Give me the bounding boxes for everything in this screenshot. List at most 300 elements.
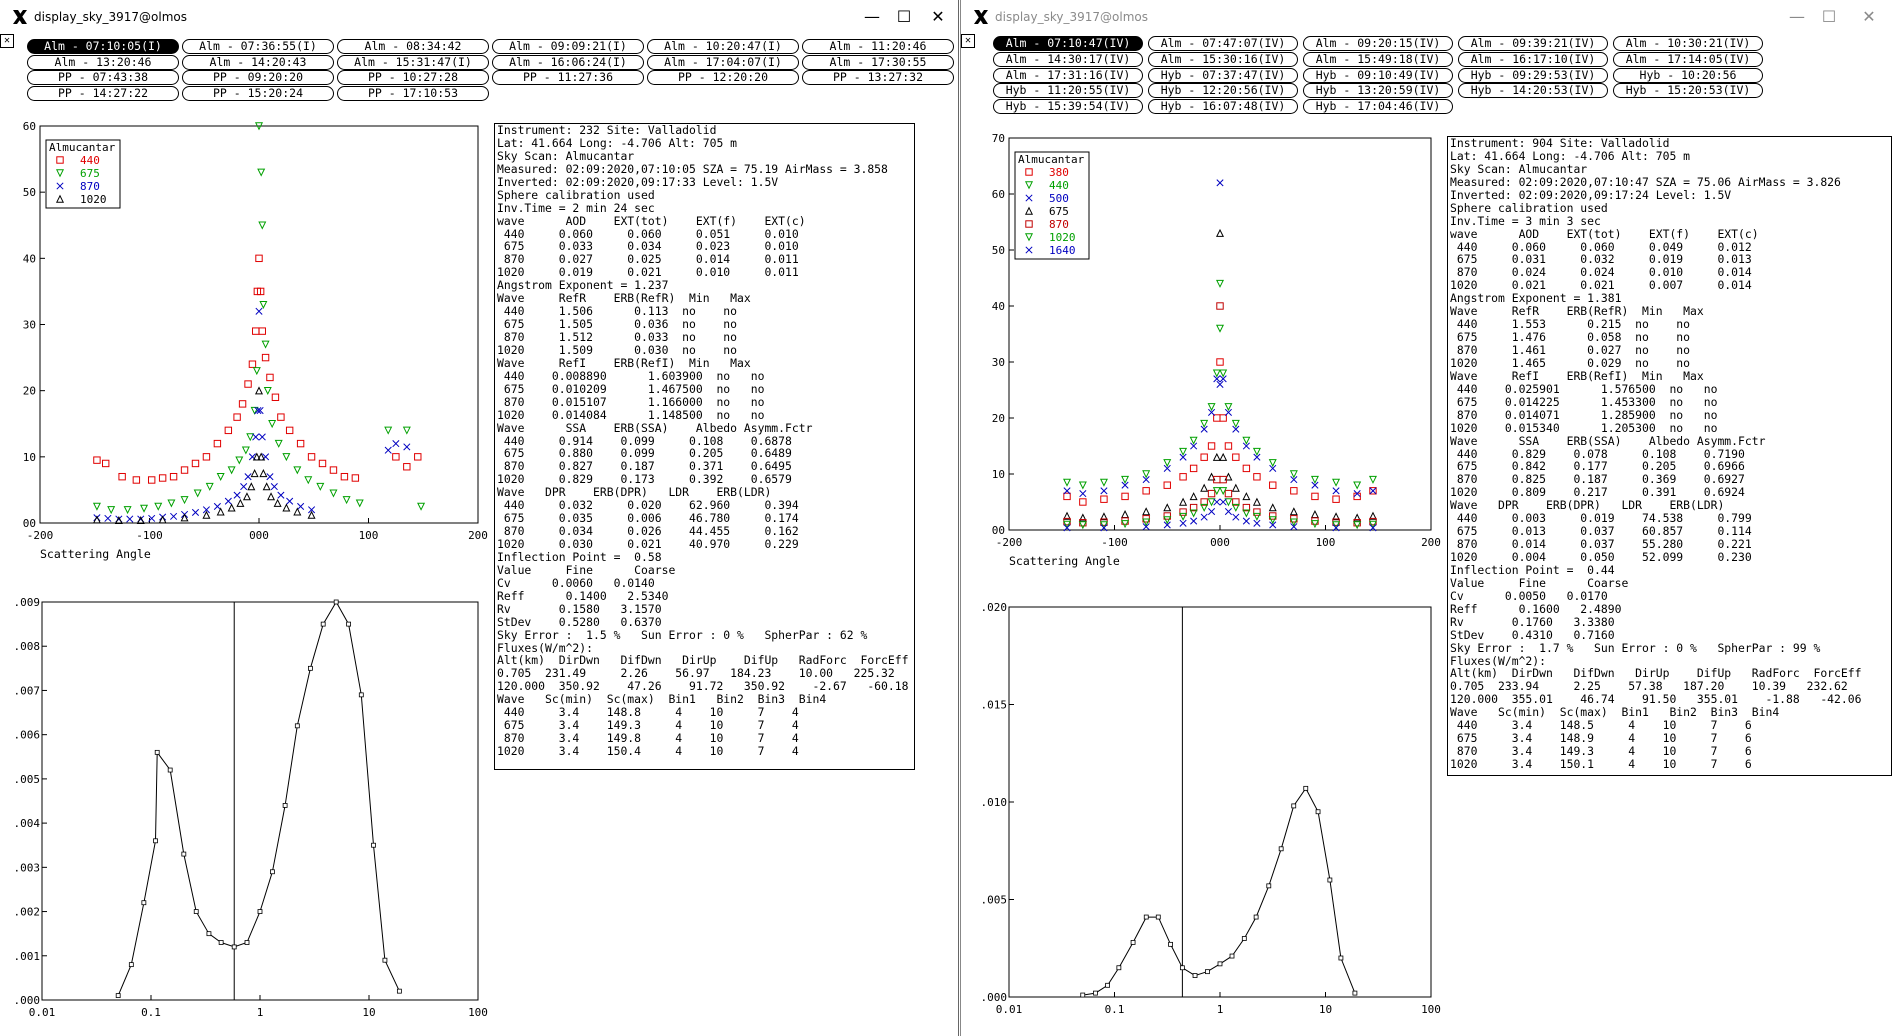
measurement-button[interactable]: Alm - 17:14:05(IV) — [1613, 52, 1763, 67]
info-line: Cv 0.0050 0.0170 — [1450, 589, 1608, 603]
data-point — [1190, 493, 1196, 499]
measurement-button[interactable]: Hyb - 07:37:47(IV) — [1148, 68, 1298, 83]
data-point — [1220, 370, 1226, 376]
data-point — [267, 473, 273, 479]
y-tick-label: 50 — [991, 244, 1005, 257]
data-point — [1208, 508, 1214, 514]
info-line: Inflection Point = 0.44 — [1450, 563, 1615, 577]
data-point — [1316, 810, 1320, 814]
y-tick-label: 30 — [22, 318, 36, 332]
data-point — [182, 852, 186, 856]
data-point — [1230, 954, 1234, 958]
info-line: 675 0.842 0.177 0.205 0.6966 — [1450, 460, 1745, 474]
data-point — [1214, 370, 1220, 376]
y-tick-label: .009 — [13, 596, 40, 609]
measurement-button[interactable]: Hyb - 09:29:53(IV) — [1458, 68, 1608, 83]
info-line: Alt(km) DirDwn DifDwn DirUp DifUp RadForc ForcEff — [497, 654, 909, 668]
data-point — [1180, 499, 1186, 505]
info-line: Alt(km) DirDwn DifDwn DirUp DifUp RadForc ForcEff — [1450, 667, 1862, 681]
info-line: 1020 0.019 0.021 0.010 0.011 — [497, 266, 799, 280]
data-point — [148, 477, 154, 483]
data-point — [155, 750, 159, 754]
data-point — [240, 483, 246, 489]
data-point — [272, 394, 278, 400]
data-point — [297, 503, 303, 509]
info-line: 870 0.014071 1.285900 no no — [1450, 408, 1718, 422]
data-point — [1370, 476, 1376, 482]
measurement-button[interactable]: PP - 10:27:28 — [337, 70, 489, 85]
size-distribution-plot — [961, 595, 1441, 1025]
y-tick-label: 10 — [22, 450, 36, 464]
data-point — [308, 512, 314, 518]
data-point — [245, 473, 251, 479]
info-line: 870 0.024 0.024 0.010 0.014 — [1450, 266, 1752, 280]
maximize-button[interactable]: ☐ — [896, 7, 912, 26]
data-point — [181, 467, 187, 473]
data-point — [225, 498, 231, 504]
data-point — [262, 354, 268, 360]
measurement-button[interactable]: Alm - 07:10:05(I) — [27, 39, 179, 54]
y-tick-label: .006 — [13, 728, 40, 742]
info-line: 440 1.506 0.113 no no — [497, 305, 738, 319]
data-point — [1254, 474, 1260, 480]
data-point — [251, 470, 257, 476]
measurement-button[interactable]: Alm - 17:30:55 — [802, 55, 954, 70]
x-tick-label: -200 — [995, 536, 1023, 549]
minimize-button[interactable]: — — [1789, 7, 1805, 26]
data-point — [385, 447, 391, 453]
data-point — [170, 473, 176, 479]
measurement-button[interactable]: Hyb - 12:20:56(IV) — [1148, 83, 1298, 98]
info-line: Fluxes(W/m^2): — [1450, 654, 1547, 668]
measurement-button[interactable]: Hyb - 15:20:53(IV) — [1613, 83, 1763, 98]
data-point — [321, 622, 325, 626]
data-point — [1180, 513, 1186, 519]
data-point — [258, 910, 262, 914]
measurement-button[interactable]: Hyb - 16:07:48(IV) — [1148, 99, 1298, 114]
data-point — [1304, 786, 1308, 790]
data-point — [305, 477, 311, 483]
info-line: Lat: 41.664 Long: -4.706 Alt: 705 m — [497, 136, 738, 150]
info-line: 870 1.512 0.033 no no — [497, 331, 738, 344]
data-point — [393, 454, 399, 460]
measurement-button[interactable]: Alm - 13:20:46 — [27, 55, 179, 70]
data-point — [1243, 437, 1249, 443]
info-line: 440 0.032 0.020 62.960 0.394 — [497, 499, 799, 513]
info-line: 675 3.4 149.3 4 10 7 4 — [497, 719, 799, 733]
info-line: Reff 0.1400 2.5340 — [497, 589, 669, 603]
data-point — [1131, 940, 1135, 944]
info-line: StDev 0.4310 0.7160 — [1450, 628, 1615, 642]
measurement-button[interactable]: Alm - 09:20:15(IV) — [1303, 36, 1453, 51]
data-point — [219, 941, 223, 945]
data-point — [207, 932, 211, 936]
info-line: Lat: 41.664 Long: -4.706 Alt: 705 m — [1450, 149, 1691, 163]
measurement-button[interactable]: Hyb - 17:04:46(IV) — [1303, 99, 1453, 114]
legend-label: 440 — [1049, 179, 1069, 192]
measurement-button[interactable]: Alm - 07:36:55(I) — [182, 39, 334, 54]
info-line: Value Fine Coarse — [497, 563, 676, 577]
data-point — [1201, 454, 1207, 460]
data-point — [1201, 420, 1207, 426]
data-point — [1279, 847, 1283, 851]
legend-title: Almucantar — [49, 141, 116, 154]
data-point — [256, 387, 262, 393]
y-tick-label: 00 — [22, 517, 36, 530]
info-line: Sphere calibration used — [1450, 201, 1608, 215]
close-button[interactable]: ✕ — [1862, 7, 1876, 26]
y-tick-label: 60 — [991, 188, 1005, 201]
y-tick-label: 40 — [22, 252, 36, 266]
series-440 — [94, 255, 421, 483]
measurement-button[interactable]: PP - 14:27:22 — [27, 86, 179, 101]
data-point — [127, 516, 133, 522]
series-1020 — [94, 387, 315, 523]
measurement-button[interactable]: Alm - 08:34:42 — [337, 39, 489, 54]
x-tick-label: 1 — [1216, 1003, 1224, 1016]
data-point — [1254, 520, 1260, 526]
legend-label: 380 — [1049, 166, 1069, 179]
measurement-button[interactable]: Alm - 09:09:21(I) — [492, 39, 644, 54]
data-point — [259, 434, 265, 440]
measurement-button[interactable]: PP - 13:27:32 — [802, 70, 954, 85]
legend-label: 1020 — [1049, 231, 1076, 244]
info-line: Rv 0.1760 3.3380 — [1450, 615, 1615, 629]
data-point — [1101, 496, 1107, 502]
data-point — [94, 503, 100, 509]
data-point — [245, 381, 251, 387]
y-tick-label: 10 — [991, 468, 1005, 481]
data-point — [1291, 471, 1297, 477]
data-point — [228, 467, 234, 473]
data-point — [1254, 915, 1258, 919]
data-point — [181, 497, 187, 503]
data-point — [341, 473, 347, 479]
data-point — [234, 492, 240, 498]
y-tick-label: .000 — [13, 994, 40, 1007]
info-line: Inverted: 02:09:2020,09:17:33 Level: 1.5V — [497, 175, 779, 189]
legend-label: 870 — [80, 180, 100, 193]
info-line: Wave Sc(min) Sc(max) Bin1 Bin2 Bin3 Bin4 — [497, 693, 827, 707]
data-point — [276, 440, 282, 446]
data-point — [1233, 454, 1239, 460]
measurement-button[interactable]: Alm - 07:47:07(IV) — [1148, 36, 1298, 51]
info-line: 1020 0.829 0.173 0.392 0.6579 — [497, 473, 792, 487]
data-point — [1214, 454, 1220, 460]
legend-label: 870 — [1049, 218, 1069, 231]
measurement-button[interactable]: PP - 12:20:20 — [647, 70, 799, 85]
x-tick-label: 10 — [362, 1006, 376, 1019]
x-tick-label: 100 — [358, 529, 379, 542]
y-tick-label: 60 — [22, 120, 36, 133]
x11-logo-icon — [12, 9, 28, 25]
info-line: 1020 0.021 0.021 0.007 0.014 — [1450, 279, 1752, 293]
data-point — [1370, 488, 1376, 494]
info-line: 675 0.035 0.006 46.780 0.174 — [497, 512, 799, 526]
legend-label: 675 — [80, 167, 100, 180]
data-point — [1312, 493, 1318, 499]
y-tick-label: 20 — [22, 384, 36, 398]
data-point — [1233, 514, 1239, 520]
info-line: Value Fine Coarse — [1450, 576, 1629, 590]
info-line: 440 0.060 0.060 0.051 0.010 — [497, 227, 799, 241]
x-tick-label: 1 — [256, 1006, 264, 1019]
info-line: 870 0.027 0.025 0.014 0.011 — [497, 253, 799, 267]
data-point — [297, 440, 303, 446]
data-point — [269, 421, 275, 427]
info-line: 1020 0.030 0.021 40.970 0.229 — [497, 538, 799, 551]
info-line: Sky Error : 1.7 % Sun Error : 0 % SpherPar : 99 % — [1450, 641, 1821, 655]
measurement-button[interactable]: Hyb - 13:20:59(IV) — [1303, 83, 1453, 98]
data-point — [154, 839, 158, 843]
info-line: 675 0.010209 1.467500 no no — [497, 382, 765, 396]
data-point — [194, 910, 198, 914]
measurement-button[interactable]: Alm - 10:30:21(IV) — [1613, 36, 1763, 51]
data-point — [207, 483, 213, 489]
data-point — [1190, 518, 1196, 524]
data-point — [1080, 482, 1086, 488]
info-line: 1020 3.4 150.4 4 10 7 4 — [497, 745, 799, 758]
data-point — [142, 901, 146, 905]
data-point — [1080, 499, 1086, 505]
y-tick-label: .020 — [980, 601, 1007, 614]
measurement-button[interactable]: Alm - 17:04:07(I) — [647, 55, 799, 70]
measurement-button[interactable]: PP - 15:20:24 — [182, 86, 334, 101]
data-point — [1101, 488, 1107, 494]
data-point — [1208, 499, 1214, 505]
data-point — [243, 447, 249, 453]
data-point — [94, 457, 100, 463]
y-tick-label: .008 — [13, 640, 40, 654]
data-point — [1270, 504, 1276, 510]
data-point — [253, 434, 259, 440]
data-point — [343, 497, 349, 503]
info-line: Wave SSA ERB(SSA) Albedo Asymm.Fctr — [1450, 434, 1766, 448]
data-point — [1333, 479, 1339, 485]
measurement-button[interactable]: PP - 17:10:53 — [337, 86, 489, 101]
data-point — [192, 509, 198, 515]
measurement-button[interactable]: Alm - 07:10:47(IV) — [993, 36, 1143, 51]
data-point — [1064, 479, 1070, 485]
info-line: 870 1.461 0.027 no no — [1450, 344, 1691, 357]
data-point — [194, 490, 200, 496]
data-point — [248, 483, 254, 489]
data-point — [286, 427, 292, 433]
measurement-button[interactable]: Alm - 16:17:10(IV) — [1458, 52, 1608, 67]
data-point — [283, 803, 287, 807]
x11-logo-icon — [973, 9, 989, 25]
data-point — [105, 515, 111, 521]
data-point — [234, 414, 240, 420]
data-point — [265, 387, 271, 393]
info-line: Reff 0.1600 2.4890 — [1450, 602, 1622, 616]
x-tick-label: 000 — [249, 529, 269, 542]
info-line: Inv.Time = 3 min 3 sec — [1450, 214, 1601, 228]
info-line: Instrument: 232 Site: Valladolid — [497, 124, 717, 137]
data-point — [286, 498, 292, 504]
scatter-plot — [0, 118, 490, 570]
info-line: 675 0.031 0.032 0.019 0.013 — [1450, 253, 1752, 267]
data-point — [267, 374, 273, 380]
data-point — [1217, 280, 1223, 286]
measurement-button[interactable]: PP - 07:43:38 — [27, 70, 179, 85]
data-point — [192, 460, 198, 466]
data-point — [181, 515, 187, 521]
data-point — [249, 361, 255, 367]
legend — [46, 140, 120, 208]
data-point — [1225, 508, 1231, 514]
data-point — [1106, 983, 1110, 987]
info-line: 870 0.034 0.026 44.455 0.162 — [497, 525, 799, 538]
legend-label: 1640 — [1049, 244, 1076, 257]
info-line: Angstrom Exponent = 1.237 — [497, 279, 669, 293]
y-tick-label: 00 — [991, 524, 1005, 537]
data-point — [256, 308, 262, 314]
measurement-button[interactable]: Hyb - 15:39:54(IV) — [993, 99, 1143, 114]
x-tick-label: 100 — [1421, 1003, 1441, 1016]
legend-label: 675 — [1049, 205, 1069, 218]
data-point — [1243, 465, 1249, 471]
data-point — [1333, 488, 1339, 494]
data-point — [1201, 485, 1207, 491]
x-tick-label: -100 — [1101, 536, 1128, 549]
y-tick-label: 20 — [991, 412, 1005, 425]
sky-window-right — [960, 0, 1902, 1036]
measurement-button[interactable]: Alm - 11:20:46 — [802, 39, 954, 54]
data-point — [1101, 479, 1107, 485]
y-tick-label: 30 — [991, 356, 1005, 369]
data-point — [397, 989, 401, 993]
measurement-button[interactable]: Alm - 15:30:16(IV) — [1148, 52, 1298, 67]
info-line: 675 0.033 0.034 0.023 0.010 — [497, 240, 799, 254]
measurement-button[interactable]: Hyb - 14:20:53(IV) — [1458, 83, 1608, 98]
data-point — [415, 454, 421, 460]
data-point — [1117, 966, 1121, 970]
info-line: wave AOD EXT(tot) EXT(f) EXT(c) — [497, 214, 806, 228]
data-point — [1254, 448, 1260, 454]
info-line: 0.705 233.94 2.25 57.38 187.20 10.39 232.62 — [1450, 680, 1848, 694]
close-button[interactable]: ✕ — [931, 7, 945, 26]
data-point — [1220, 454, 1226, 460]
data-point — [1291, 508, 1297, 514]
info-line: 675 0.014225 1.453300 no no — [1450, 395, 1718, 409]
data-point — [1208, 404, 1214, 410]
info-line: Wave RefI ERB(RefI) Min Max — [1450, 369, 1704, 383]
legend-label: 1020 — [80, 193, 107, 206]
y-tick-label: .005 — [980, 893, 1007, 907]
data-point — [1292, 804, 1296, 808]
data-point — [260, 470, 266, 476]
series-675 — [94, 123, 425, 513]
info-line: 0.705 231.49 2.26 56.97 184.23 10.00 225.32 — [497, 667, 895, 681]
x-tick-label: 100 — [468, 1006, 488, 1019]
measurement-button[interactable]: Alm - 14:30:17(IV) — [993, 52, 1143, 67]
info-line: Wave SSA ERB(SSA) Albedo Asymm.Fctr — [497, 421, 813, 435]
measurement-button[interactable]: Alm - 16:06:24(I) — [492, 55, 644, 70]
data-point — [404, 427, 410, 433]
inversion-info-panel — [1447, 136, 1892, 776]
data-point — [1180, 520, 1186, 526]
measurement-button[interactable]: Alm - 17:31:16(IV) — [993, 68, 1143, 83]
maximize-button[interactable]: ☐ — [1821, 7, 1837, 26]
data-point — [295, 724, 299, 728]
data-point — [159, 475, 165, 481]
measurement-button[interactable]: Hyb - 11:20:55(IV) — [993, 83, 1143, 98]
data-point — [359, 693, 363, 697]
data-point — [1180, 966, 1184, 970]
data-point — [1164, 460, 1170, 466]
data-point — [1214, 499, 1220, 505]
menu-close-icon[interactable]: ✕ — [0, 34, 14, 48]
measurement-button[interactable]: Hyb - 10:20:56 — [1613, 68, 1763, 83]
data-point — [254, 368, 260, 374]
minimize-button[interactable]: — — [864, 7, 880, 26]
info-line: Sky Scan: Almucantar — [1450, 162, 1588, 176]
info-line: Sky Scan: Almucantar — [497, 149, 635, 163]
x-axis-label: Scattering Angle — [1009, 554, 1120, 568]
info-line: 870 3.4 149.3 4 10 7 6 — [1450, 745, 1752, 758]
info-line: Inverted: 02:09:2020,09:17:24 Level: 1.5V — [1450, 188, 1732, 202]
plot-frame — [42, 602, 478, 1000]
measurement-button[interactable]: Alm - 15:49:18(IV) — [1303, 52, 1453, 67]
info-line: Wave Sc(min) Sc(max) Bin1 Bin2 Bin3 Bin4 — [1450, 706, 1780, 720]
data-point — [1064, 493, 1070, 499]
measurement-button[interactable]: Alm - 15:31:47(I) — [337, 55, 489, 70]
menu-close-icon[interactable]: ✕ — [961, 34, 975, 48]
x-tick-label: 100 — [1315, 536, 1336, 549]
data-point — [228, 505, 234, 511]
data-point — [1143, 471, 1149, 477]
measurement-button[interactable]: Alm - 10:20:47(I) — [647, 39, 799, 54]
measurement-button[interactable]: PP - 09:20:20 — [182, 70, 334, 85]
data-point — [263, 483, 269, 489]
data-point — [1169, 942, 1173, 946]
data-point — [294, 509, 300, 515]
measurement-button[interactable]: Alm - 09:39:21(IV) — [1458, 36, 1608, 51]
data-point — [1354, 482, 1360, 488]
data-point — [283, 454, 289, 460]
info-line: 120.000 350.92 47.26 91.72 350.92 -2.67 -60.18 — [497, 680, 909, 694]
data-point — [217, 509, 223, 515]
data-point — [1218, 962, 1222, 966]
measurement-button[interactable]: Alm - 14:20:43 — [182, 55, 334, 70]
title-bar[interactable] — [961, 0, 1902, 34]
data-point — [258, 169, 264, 175]
data-point — [294, 467, 300, 473]
data-point — [385, 427, 391, 433]
title-bar[interactable] — [0, 0, 958, 34]
y-tick-label: 70 — [991, 132, 1005, 145]
data-point — [1143, 508, 1149, 514]
data-point — [271, 483, 277, 489]
data-point — [270, 870, 274, 874]
info-line: 440 0.025901 1.576500 no no — [1450, 382, 1718, 396]
data-point — [1190, 437, 1196, 443]
data-point — [1217, 325, 1223, 331]
measurement-button[interactable]: PP - 11:27:36 — [492, 70, 644, 85]
data-point — [155, 503, 161, 509]
info-line: 1020 0.004 0.050 52.099 0.230 — [1450, 551, 1752, 564]
data-point — [1201, 514, 1207, 520]
inversion-info-panel — [494, 123, 915, 770]
data-point — [1225, 490, 1231, 496]
data-point — [237, 500, 243, 506]
info-line: 1020 0.015340 1.205300 no no — [1450, 421, 1718, 435]
data-point — [1220, 499, 1226, 505]
info-line: Inflection Point = 0.58 — [497, 550, 662, 564]
measurement-button[interactable]: Hyb - 09:10:49(IV) — [1303, 68, 1453, 83]
data-point — [1353, 991, 1357, 995]
